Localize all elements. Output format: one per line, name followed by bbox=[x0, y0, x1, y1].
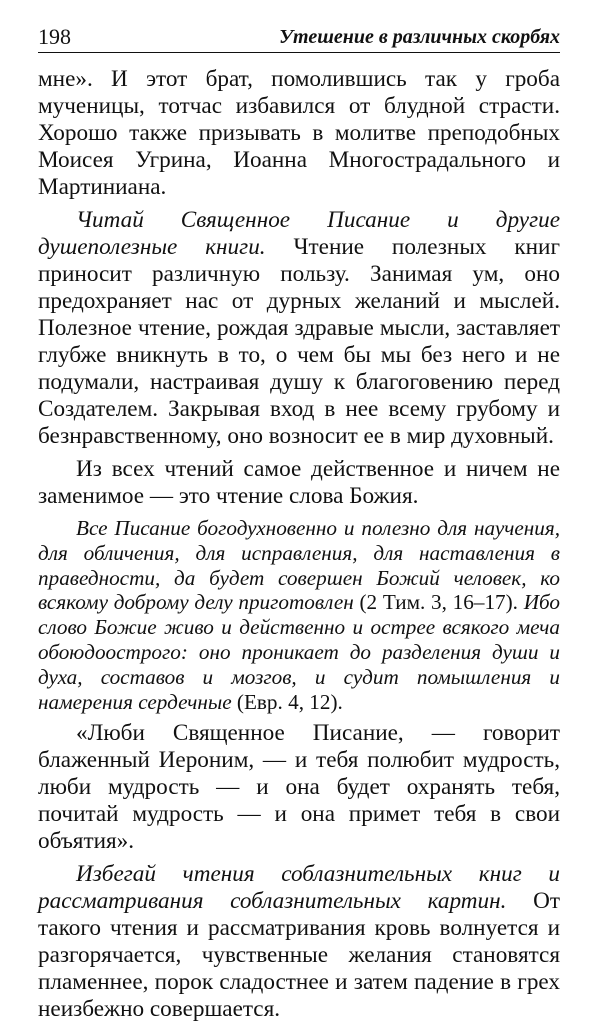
paragraph-text: «Люби Священное Писание, — говорит блаженный Иероним, — и тебя полюбит мудрость, люби мудрость — и она будет охранять тебя, почитай мудрость — и она примет тебя в свои объятия». bbox=[38, 720, 560, 855]
scripture-ref-1: (2 Тим. 3, 16–17). bbox=[353, 590, 524, 615]
paragraph-2 bbox=[38, 207, 560, 450]
paragraph-text: Чтение полезных книг приносит различную пользу. Занимая ум, оно предохраняет нас от дурных желаний и мыслей. Полезное чтение, рождая здравые мысли, заставляет глубже вникнуть в то, о чем бы мы без него и не подумали, настраивая душу к благоговению перед Создателем. Закрывая вход в нее всему грубому и безнравственному, оно возносит ее в мир духовный. bbox=[38, 234, 560, 449]
scripture-ref-2: (Евр. 4, 12). bbox=[231, 689, 343, 714]
page-header bbox=[38, 18, 560, 53]
paragraph-text: Из всех чтений самое действенное и ничем не заменимое — это чтение слова Божия. bbox=[38, 456, 560, 509]
paragraph-italic-lead: Избегай чтения соблазнительных книг и рассматривания соблазнительных картин. bbox=[38, 861, 560, 915]
scripture-quote-2: Ибо слово Божие живо и действенно и острее всякого меча обоюдоострого: оно проникает до разделения души и духа, составов и мозгов, и судит помышления и намерения сердечные bbox=[38, 590, 560, 714]
paragraph-italic-lead: Читай Священное Писание и другие душеполезные книги. bbox=[38, 207, 560, 260]
page-number: 198 bbox=[38, 24, 71, 49]
paragraph-5 bbox=[38, 720, 560, 855]
running-title: Утешение в различных скорбях bbox=[279, 26, 560, 48]
body-text bbox=[38, 66, 560, 1029]
paragraph-1 bbox=[38, 66, 560, 201]
paragraph-text: мне». И этот брат, помолившись так у гроба мученицы, тотчас избавился от блудной страсти. Хорошо также призывать в молитве преподобных Моисея Угрина, Иоанна Многострадального и Мартиниана. bbox=[38, 66, 560, 200]
scripture-quote-1: Все Писание богодухновенно и полезно для научения, для обличения, для исправления, для наставления в праведности, да будет совершен Божий человек, ко всякому доброму делу приготовлен bbox=[38, 516, 560, 615]
paragraph-6 bbox=[38, 861, 560, 1023]
paragraph-text: От такого чтения и рассматривания кровь волнуется и разгорячается, чувственные желания становятся пламеннее, порок сладостнее и затем падение в грех неизбежно совершается. bbox=[38, 888, 560, 1023]
paragraph-3 bbox=[38, 456, 560, 510]
scripture-quotes bbox=[38, 516, 560, 714]
